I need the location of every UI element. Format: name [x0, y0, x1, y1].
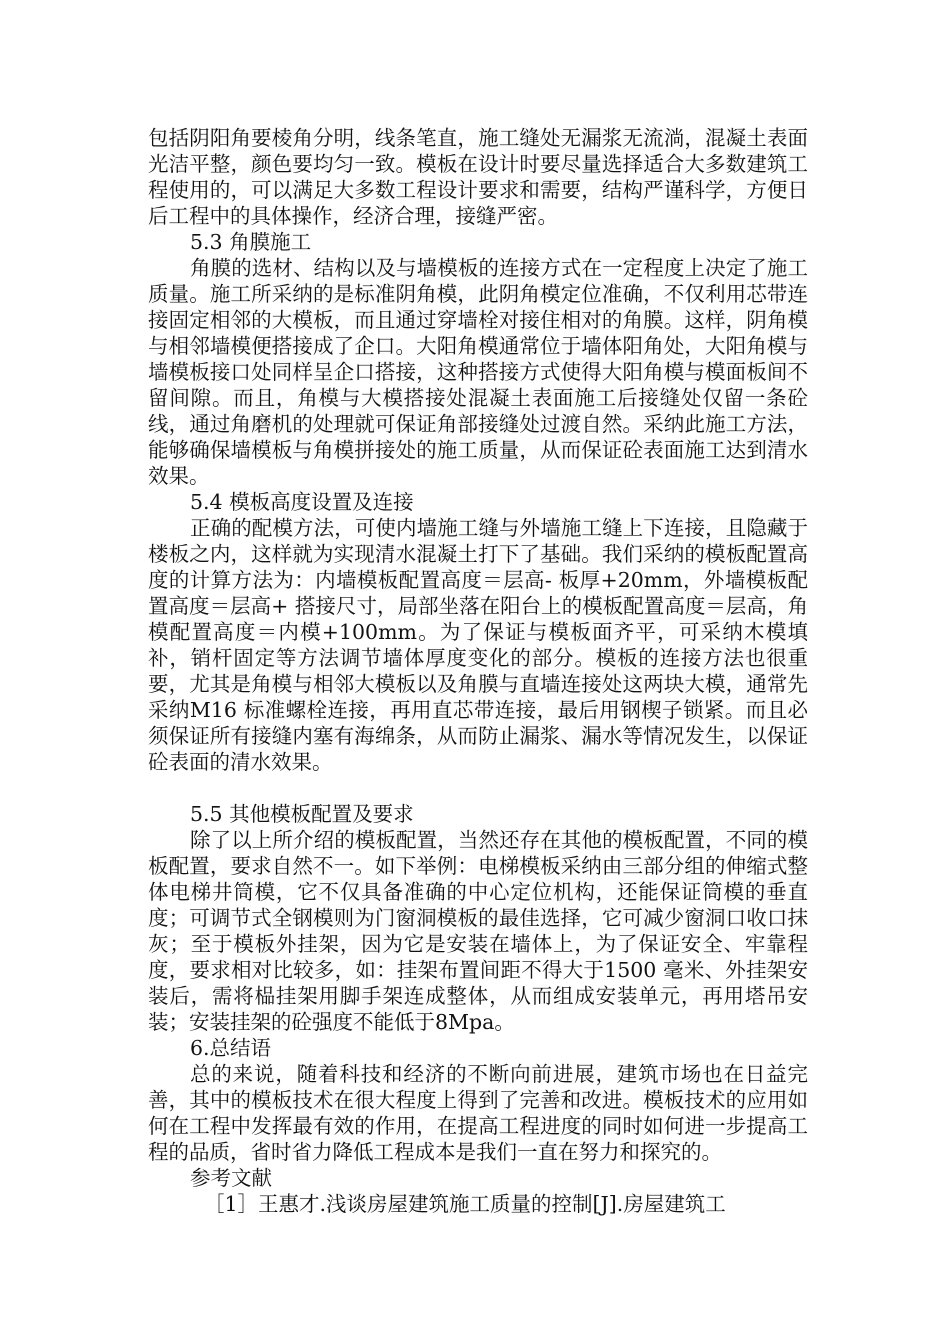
paragraph-intro: 包括阴阳角要棱角分明，线条笔直，施工缝处无漏浆无流淌，混凝土表面光洁平整，颜色要均匀一致。模板在设计时要尽量选择适合大多数建筑工程使用的，可以满足大多数工程设计要求和需要，结构严谨科学，方便日后工程中的具体操作，经济合理，接缝严密。	[148, 126, 808, 228]
references-heading: 参考文献	[190, 1166, 272, 1190]
reference-item-1: ［1］王惠才.浅谈房屋建筑施工质量的控制[J].房屋建筑工	[204, 1192, 726, 1216]
blank-line	[148, 775, 808, 801]
document-body	[148, 125, 808, 1217]
paragraph-5-3: 角膜的选材、结构以及与墙模板的连接方式在一定程度上决定了施工质量。施工所采纳的是标准阴角模，此阴角模定位准确，不仅利用芯带连接固定相邻的大模板，而且通过穿墙栓对接住相对的角膜。这样，阴角模与相邻墙模便搭接成了企口。大阳角模通常位于墙体阳角处，大阳角模与墙模板接口处同样呈企口搭接，这种搭接方式使得大阳角模与模面板间不留间隙。而且，角模与大模搭接处混凝土表面施工后接缝处仅留一条砼线，通过角磨机的处理就可保证角部接缝处过渡自然。采纳此施工方法，能够确保墙模板与角模拼接处的施工质量，从而保证砼表面施工达到清水效果。	[148, 256, 808, 488]
section-heading-6: 6.总结语	[190, 1036, 272, 1060]
section-heading-5-3: 5.3 角膜施工	[190, 230, 312, 254]
section-heading-5-4: 5.4 模板高度设置及连接	[190, 490, 414, 514]
paragraph-5-5: 除了以上所介绍的模板配置，当然还存在其他的模板配置，不同的模板配置，要求自然不一。如下举例：电梯模板采纳由三部分组的伸缩式整体电梯井筒模，它不仅具备准确的中心定位机构，还能保证筒模的垂直度；可调节式全钢模则为门窗洞模板的最佳选择，它可减少窗洞口收口抹灰；至于模板外挂架，因为它是安装在墙体上，为了保证安全、牢靠程度，要求相对比较多，如：挂架布置间距不得大于1500 毫米、外挂架安装后，需将榀挂架用脚手架连成整体，从而组成安装单元，再用塔吊安装；安装挂架的砼强度不能低于8Mpa。	[148, 828, 808, 1034]
paragraph-6: 总的来说，随着科技和经济的不断向前进展，建筑市场也在日益完善，其中的模板技术在很大程度上得到了完善和改进。模板技术的应用如何在工程中发挥最有效的作用，在提高工程进度的同时如何进一步提高工程的品质，省时省力降低工程成本是我们一直在努力和探究的。	[148, 1062, 808, 1164]
paragraph-5-4: 正确的配模方法，可使内墙施工缝与外墙施工缝上下连接，且隐藏于楼板之内，这样就为实现清水混凝土打下了基础。我们采纳的模板配置高度的计算方法为：内墙模板配置高度＝层高- 板厚+20mm，外墙模板配置高度＝层高+ 搭接尺寸，局部坐落在阳台上的模板配置高度＝层高，角模配置高度＝内模+100mm。为了保证与模板面齐平，可采纳木模填补，销杆固定等方法调节墙体厚度变化的部分。模板的连接方法也很重要，尤其是角模与相邻大模板以及角膜与直墙连接处这两块大模，通常先采纳M16 标准螺栓连接，再用直芯带连接，最后用钢楔子锁紧。而且必须保证所有接缝内塞有海绵条，从而防止漏浆、漏水等情况发生，以保证砼表面的清水效果。	[148, 516, 808, 774]
section-heading-5-5: 5.5 其他模板配置及要求	[190, 802, 414, 826]
